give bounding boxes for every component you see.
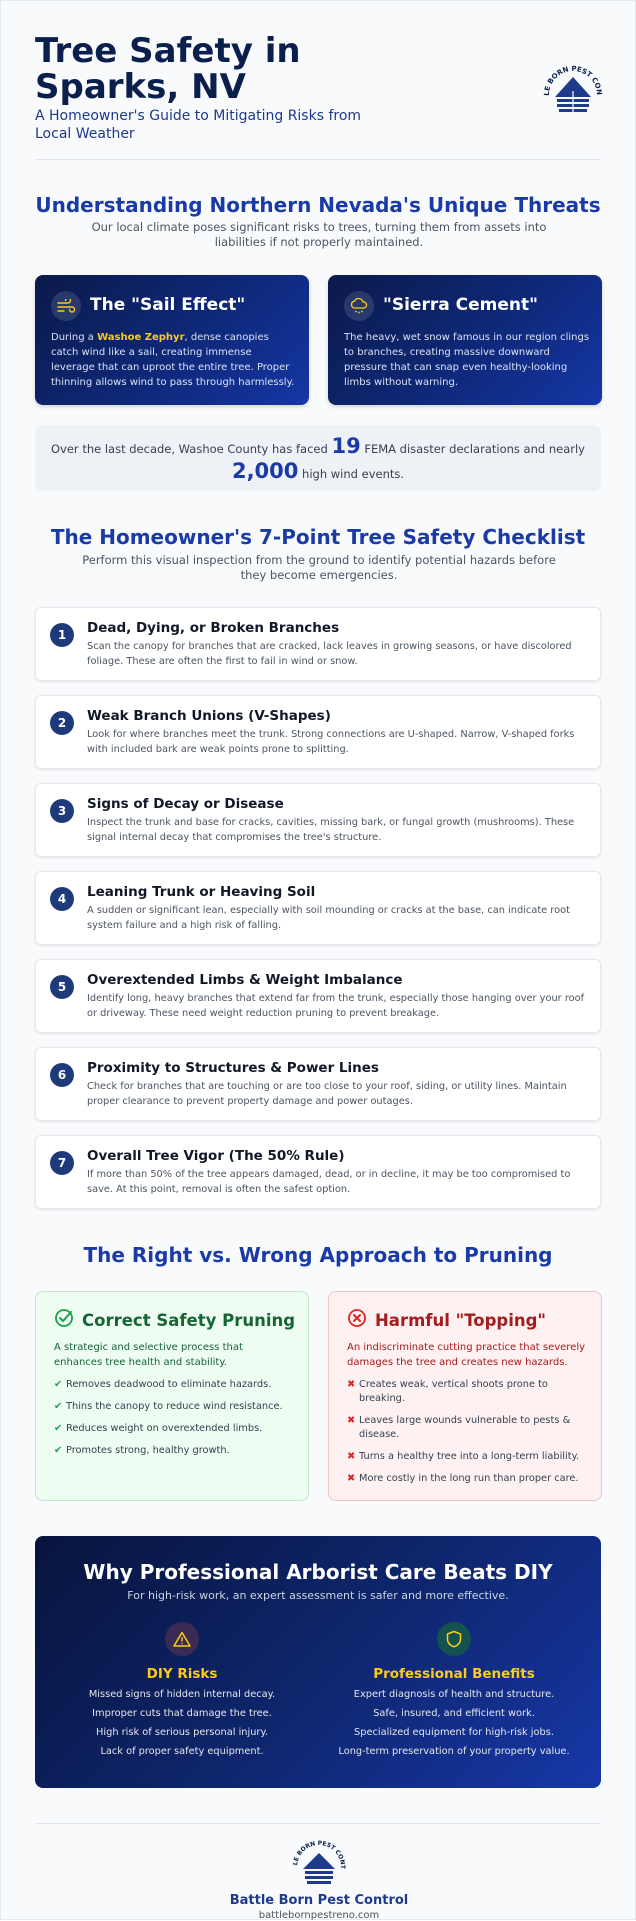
checklist-item [35, 871, 601, 945]
card-title: Harmful "Topping" [375, 1310, 547, 1330]
sierra-cement-card [328, 275, 602, 405]
column-line: Expert diagnosis of health and structure. [353, 1689, 555, 1700]
threats-title: Understanding Northern Nevada's Unique Threats [35, 193, 601, 217]
x-circle-icon [347, 1308, 367, 1332]
pruning-title: The Right vs. Wrong Approach to Pruning [83, 1243, 553, 1267]
item-number-badge: 1 [50, 623, 74, 647]
correct-pruning-card [35, 1291, 309, 1501]
footer-logo[interactable] [291, 1839, 347, 1891]
column-line: Safe, insured, and efficient work. [373, 1708, 535, 1719]
check-icon: ✔ [54, 1445, 63, 1456]
professional-benefits-column [319, 1622, 589, 1758]
item-number-badge: 4 [50, 887, 74, 911]
x-icon: ✖ [347, 1473, 356, 1484]
snow-cloud-icon [344, 291, 374, 321]
benefit-list [54, 1378, 294, 1466]
topping-card [328, 1291, 602, 1501]
stat-wind-events: 2,000 [231, 459, 299, 483]
page-title: Tree Safety in Sparks, NV [35, 31, 301, 107]
list-item: ✔ Promotes strong, healthy growth. [54, 1445, 230, 1456]
card-title: Correct Safety Pruning [82, 1310, 296, 1330]
item-number-badge: 2 [50, 711, 74, 735]
item-text: Scan the canopy for branches that are cracked, lack leaves in growing seasons, or have discolored foliage. These are often the first to fail in wind or snow. [87, 641, 572, 667]
threat-text: During a Washoe Zephyr, dense canopies catch wind like a sail, creating immense leverage that can uproot the entire tree. Proper thinning allows wind to pass through harmlessly. [51, 332, 295, 388]
item-title: Leaning Trunk or Heaving Soil [87, 884, 316, 900]
list-item: ✖ Leaves large wounds vulnerable to pests & disease. [347, 1415, 571, 1440]
stat-fema-count: 19 [331, 434, 361, 458]
item-text: A sudden or significant lean, especially with soil mounding or cracks at the base, can indicate root system failure and a high risk of falling. [87, 905, 570, 931]
footer-url[interactable]: battlebornpestreno.com [258, 1910, 380, 1921]
x-icon: ✖ [347, 1379, 356, 1390]
list-item: ✔ Removes deadwood to eliminate hazards. [54, 1379, 272, 1390]
check-icon: ✔ [54, 1379, 63, 1390]
highlight-term: Washoe Zephyr [97, 332, 185, 343]
footer-brand: Battle Born Pest Control [229, 1893, 409, 1908]
item-title: Overall Tree Vigor (The 50% Rule) [87, 1148, 345, 1164]
page-subtitle: A Homeowner's Guide to Mitigating Risks from Local Weather [35, 108, 362, 142]
item-text: Identify long, heavy branches that extend far from the trunk, especially those hanging over your roof or driveway. These need weight reduction pruning to prevent breakage. [87, 993, 585, 1019]
divider [35, 1823, 601, 1824]
column-line: High risk of serious personal injury. [96, 1727, 268, 1738]
card-intro: A strategic and selective process that enhances tree health and stability. [54, 1342, 243, 1368]
item-title: Weak Branch Unions (V-Shapes) [87, 708, 331, 724]
stats-box: Over the last decade, Washoe County has faced 19 FEMA disaster declarations and nearly 2,000 high wind events. [35, 425, 601, 491]
item-number-badge: 7 [50, 1151, 74, 1175]
professional-care-box [35, 1536, 601, 1788]
item-title: Overextended Limbs & Weight Imbalance [87, 972, 403, 988]
pro-subtitle: For high-risk work, an expert assessment is safer and more effective. [127, 1589, 509, 1602]
item-text: Look for where branches meet the trunk. Strong connections are U-shaped. Narrow, V-shaped forks with included bark are weak points prone to splitting. [87, 729, 575, 755]
checklist-item [35, 1135, 601, 1209]
item-text: If more than 50% of the tree appears damaged, dead, or in decline, it may be too compromised to save. At this point, removal is often the safest option. [87, 1169, 571, 1195]
threats-subtitle: Our local climate poses significant risks to trees, turning them from assets into liabilities if not properly maintained. [91, 220, 547, 249]
item-number-badge: 5 [50, 975, 74, 999]
pro-title: Why Professional Arborist Care Beats DIY [83, 1560, 553, 1584]
list-item: ✖ Turns a healthy tree into a long-term liability. [347, 1451, 580, 1462]
item-text: Inspect the trunk and base for cracks, cavities, missing bark, or fungal growth (mushrooms). These signal internal decay that compromises the tree's structure. [87, 817, 575, 843]
checklist-item [35, 607, 601, 681]
column-line: Missed signs of hidden internal decay. [88, 1689, 276, 1700]
checklist-item [35, 695, 601, 769]
item-title: Proximity to Structures & Power Lines [87, 1060, 379, 1076]
harm-list [347, 1378, 587, 1494]
diy-risks-column [47, 1622, 317, 1758]
column-line: Long-term preservation of your property value. [338, 1746, 570, 1757]
item-text: Check for branches that are touching or are too close to your roof, siding, or utility lines. Maintain proper clearance to prevent property damage and power outages. [87, 1081, 567, 1107]
list-item: ✔ Reduces weight on overextended limbs. [54, 1423, 263, 1434]
check-circle-icon [54, 1308, 74, 1332]
column-line: Lack of proper safety equipment. [100, 1746, 264, 1757]
checklist-item [35, 1047, 601, 1121]
column-line: Specialized equipment for high-risk jobs. [354, 1727, 554, 1738]
wind-icon [51, 291, 81, 321]
column-heading: DIY Risks [146, 1666, 218, 1682]
x-icon: ✖ [347, 1415, 356, 1426]
divider [35, 159, 601, 160]
warning-icon [165, 1622, 199, 1656]
item-number-badge: 6 [50, 1063, 74, 1087]
x-icon: ✖ [347, 1451, 356, 1462]
company-logo[interactable] [541, 61, 605, 125]
svg-text:BATTLE BORN PEST CONTROL: LE BORN PEST CONT [292, 1839, 347, 1870]
sail-effect-card [35, 275, 309, 405]
checklist-subtitle: Perform this visual inspection from the ground to identify potential hazards before they become emergencies. [82, 553, 556, 582]
checklist-title: The Homeowner's 7-Point Tree Safety Checklist [50, 525, 586, 549]
checklist-item [35, 959, 601, 1033]
list-item: ✖ Creates weak, vertical shoots prone to breaking. [347, 1379, 548, 1404]
checklist-item [35, 783, 601, 857]
svg-text:BATTLE BORN PEST CONTROL: LE BORN PEST CON [542, 64, 604, 96]
item-number-badge: 3 [50, 799, 74, 823]
item-title: Dead, Dying, or Broken Branches [87, 620, 340, 636]
threat-name: The "Sail Effect" [90, 295, 246, 315]
list-item: ✔ Thins the canopy to reduce wind resistance. [54, 1401, 283, 1412]
list-item: ✖ More costly in the long run than proper care. [347, 1473, 579, 1484]
shield-icon [437, 1622, 471, 1656]
check-icon: ✔ [54, 1401, 63, 1412]
check-icon: ✔ [54, 1423, 63, 1434]
threat-text: The heavy, wet snow famous in our region clings to branches, creating massive downward pressure that can snap even healthy-looking limbs without warning. [344, 332, 590, 388]
item-title: Signs of Decay or Disease [87, 796, 284, 812]
threat-name: "Sierra Cement" [383, 295, 538, 315]
card-intro: An indiscriminate cutting practice that severely damages the tree and creates new hazards. [347, 1342, 586, 1368]
column-heading: Professional Benefits [373, 1666, 535, 1682]
column-line: Improper cuts that damage the tree. [92, 1708, 272, 1719]
